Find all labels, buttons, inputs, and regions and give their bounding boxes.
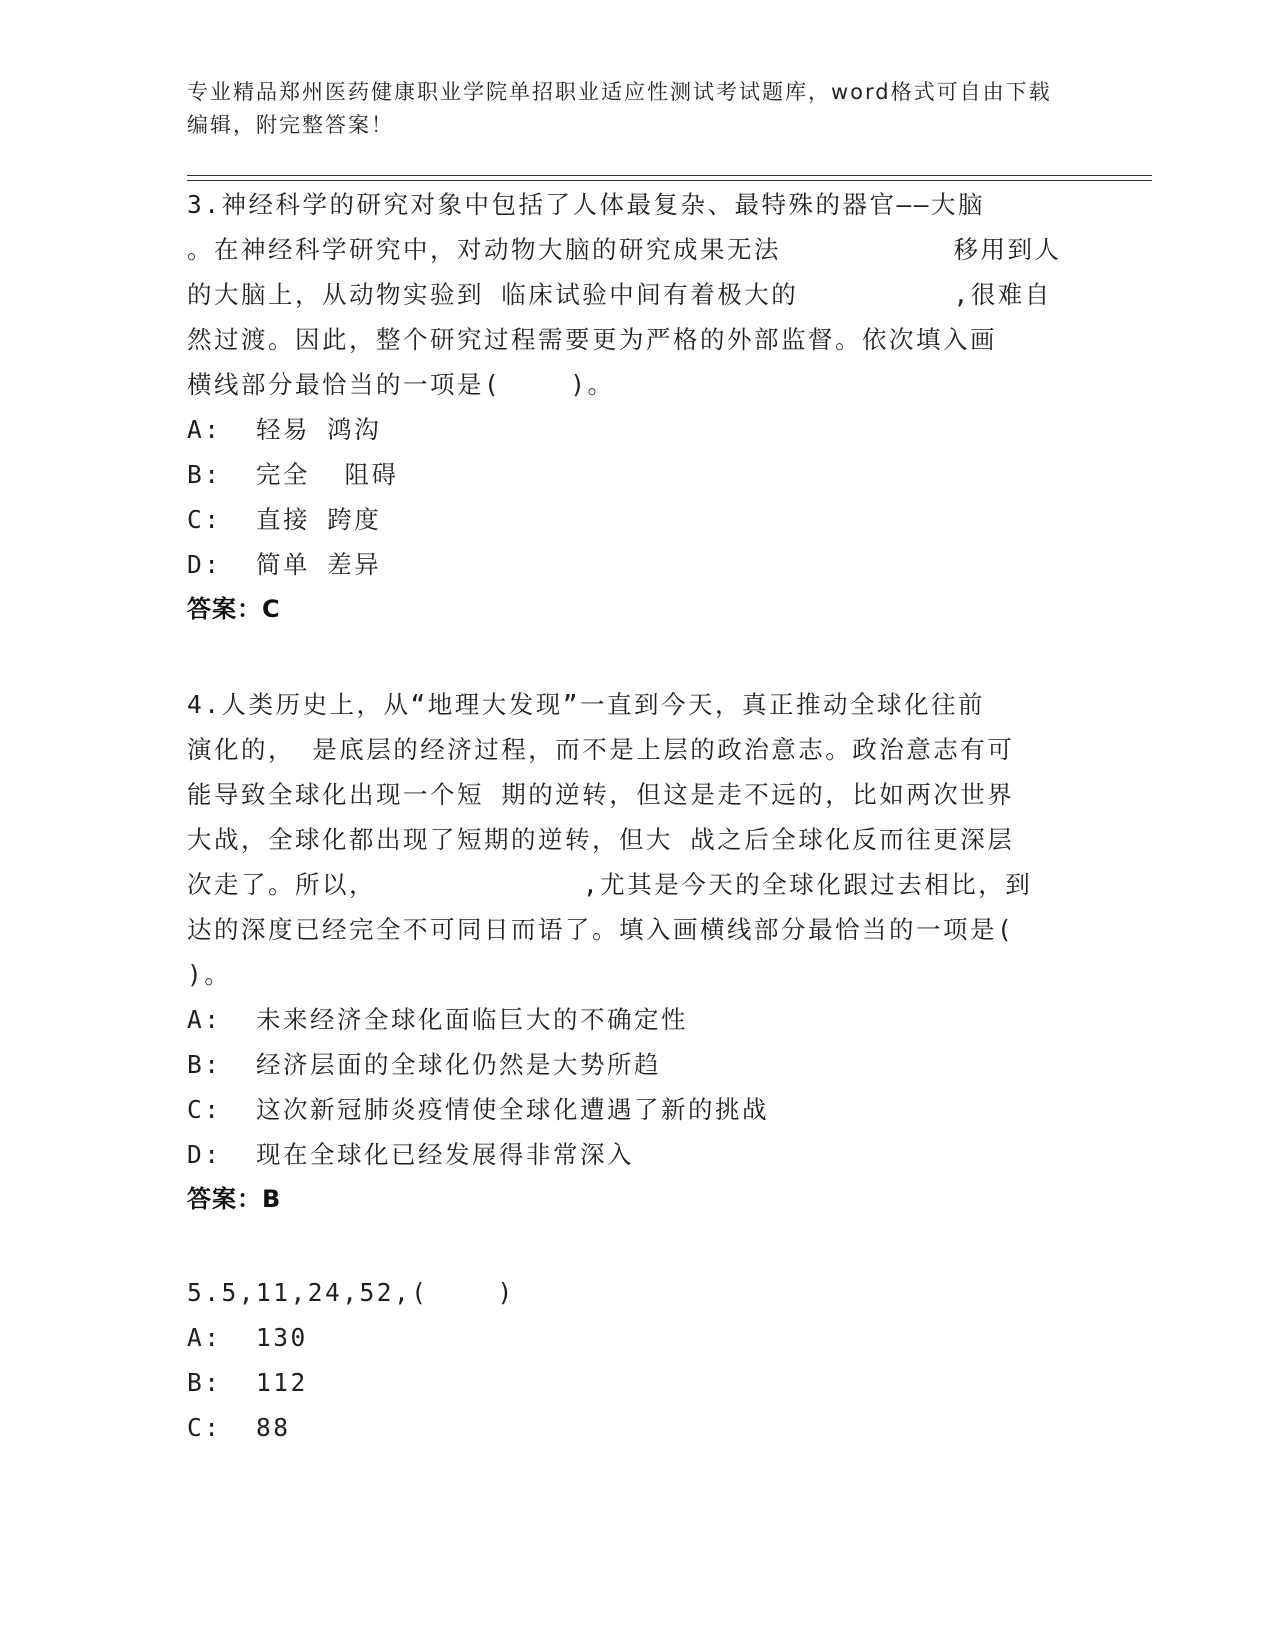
option-text: 未来经济全球化面临巨大的不确定性 — [256, 1005, 689, 1034]
answer: 答案：B — [187, 1185, 282, 1213]
option-label: D: — [187, 550, 222, 579]
option-text: 现在全球化已经发展得非常深入 — [256, 1140, 635, 1169]
option-text: 130 — [256, 1323, 308, 1352]
question-line: 达的深度已经完全不可同日而语了。填入画横线部分最恰当的一项是( — [187, 915, 1015, 944]
option-label: C: — [187, 1413, 222, 1442]
option-text: 完全 阻碍 — [256, 460, 399, 489]
option-label: D: — [187, 1140, 222, 1169]
question-stem — [187, 1270, 1087, 1315]
question-line: 演化的， 是底层的经济过程，而不是上层的政治意志。政治意志有可 — [187, 735, 1015, 764]
option-label: A: — [187, 1323, 222, 1352]
page-header — [187, 76, 1067, 142]
question-line: 。在神经科学研究中，对动物大脑的研究成果无法 移用到人 — [187, 235, 1062, 264]
option-label: B: — [187, 1050, 222, 1079]
option-label: A: — [187, 1005, 222, 1034]
option-a — [187, 407, 1087, 452]
answer: 答案：C — [187, 595, 281, 623]
option-label: B: — [187, 460, 222, 489]
option-text: 简单 差异 — [256, 550, 382, 579]
question-line: 然过渡。因此，整个研究过程需要更为严格的外部监督。依次填入画 — [187, 325, 997, 354]
option-c — [187, 1405, 1087, 1450]
option-text: 经济层面的全球化仍然是大势所趋 — [256, 1050, 662, 1079]
question-line: 3.神经科学的研究对象中包括了人体最复杂、最特殊的器官——大脑 — [187, 190, 985, 219]
header-divider-top — [187, 175, 1152, 176]
option-text: 这次新冠肺炎疫情使全球化遭遇了新的挑战 — [256, 1095, 770, 1124]
option-b — [187, 452, 1087, 497]
option-a — [187, 997, 1087, 1042]
option-label: C: — [187, 505, 222, 534]
question-line: 能导致全球化出现一个短 期的逆转，但这是走不远的，比如两次世界 — [187, 780, 1015, 809]
option-b — [187, 1360, 1087, 1405]
option-text: 轻易 鸿沟 — [256, 415, 382, 444]
question-line: 的大脑上，从动物实验到 临床试验中间有着极大的 ,很难自 — [187, 280, 1052, 309]
option-c — [187, 497, 1087, 542]
header-title: 专业精品郑州医药健康职业学院单招职业适应性测试考试题库，word格式可自由下载编辑，附完整答案！ — [187, 80, 1052, 137]
option-text: 88 — [256, 1413, 291, 1442]
question-line: 4.人类历史上，从“地理大发现”一直到今天，真正推动全球化往前 — [187, 690, 985, 719]
option-label: C: — [187, 1095, 222, 1124]
question-stem — [187, 182, 1087, 407]
question-line: 横线部分最恰当的一项是( )。 — [187, 370, 615, 399]
question-line: 次走了。所以， ,尤其是今天的全球化跟过去相比，到 — [187, 870, 1033, 899]
option-d — [187, 542, 1087, 587]
question-line: 5.5,11,24,52,( ) — [187, 1278, 515, 1307]
option-label: B: — [187, 1368, 222, 1397]
option-a — [187, 1315, 1087, 1360]
option-b — [187, 1042, 1087, 1087]
question-stem — [187, 682, 1087, 997]
option-text: 112 — [256, 1368, 308, 1397]
option-text: 直接 跨度 — [256, 505, 382, 534]
question-line: 大战，全球化都出现了短期的逆转，但大 战之后全球化反而往更深层 — [187, 825, 1015, 854]
question-3 — [187, 182, 1087, 632]
option-c — [187, 1087, 1087, 1132]
question-4 — [187, 682, 1087, 1222]
question-5 — [187, 1270, 1087, 1450]
question-line: )。 — [187, 960, 232, 989]
header-divider-bottom — [187, 180, 1152, 181]
option-label: A: — [187, 415, 222, 444]
option-d — [187, 1132, 1087, 1177]
